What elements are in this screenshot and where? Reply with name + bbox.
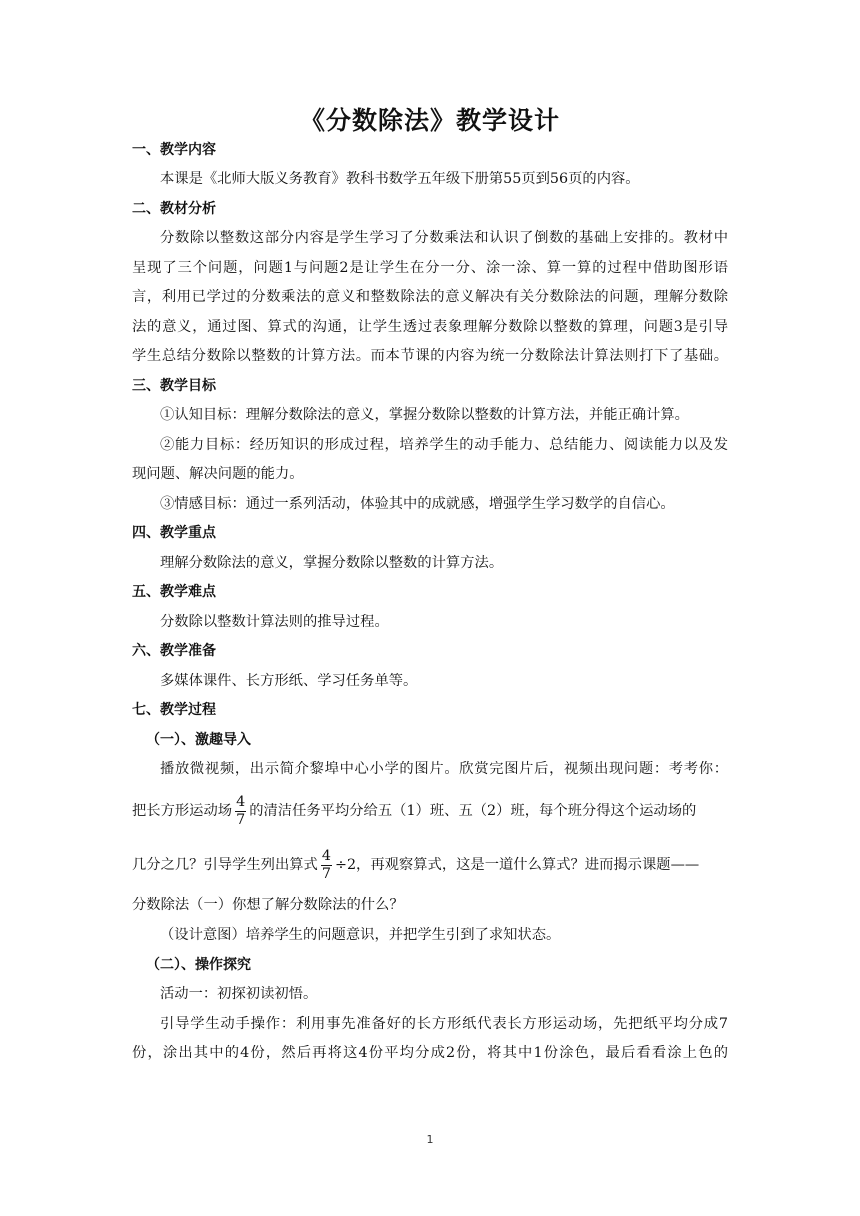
- paragraph-line: 言，利用已学过的分数乘法的意义和整数除法的意义解决有关分数除法的问题，理解分数除: [132, 289, 728, 305]
- paragraph: 分数除以整数计算法则的推导过程。: [160, 614, 389, 630]
- paragraph-line-with-fraction: [132, 786, 728, 836]
- fraction-denominator: 7: [321, 865, 331, 882]
- text-run: ÷2，再观察算式，这是一道什么算式？进而揭示课题——: [334, 857, 700, 873]
- paragraph-line: 分数除以整数这部分内容是学生学习了分数乘法和认识了倒数的基础上安排的。教材中: [160, 230, 728, 246]
- paragraph-line-with-fraction: [132, 840, 728, 890]
- goal-emotion: ③情感目标：通过一系列活动，体验其中的成就感，增强学生学习数学的自信心。: [160, 496, 675, 512]
- paragraph-line: 学生总结分数除以整数的计算方法。而本节课的内容为统一分数除法计算法则打下了基础。: [132, 348, 728, 364]
- paragraph-line: 份，涂出其中的4份，然后再将这4份平均分成2份，将其中1份涂色，最后看看涂上色的: [132, 1045, 728, 1061]
- paragraph: 理解分数除法的意义，掌握分数除以整数的计算方法。: [160, 555, 504, 571]
- paragraph-line: 播放微视频，出示简介黎埠中心小学的图片。欣赏完图片后，视频出现问题：考考你：: [160, 761, 728, 777]
- page-title: 《分数除法》教学设计: [299, 106, 560, 135]
- section-heading-key-points: 四、教学重点: [132, 525, 216, 541]
- paragraph: 多媒体课件、长方形纸、学习任务单等。: [160, 673, 418, 689]
- paragraph: 本课是《北师大版义务教育》教科书数学五年级下册第55页到56页的内容。: [160, 171, 640, 187]
- section-heading-analysis: 二、教材分析: [132, 201, 216, 217]
- paragraph-line: 法的意义，通过图、算式的沟通，让学生透过表象理解分数除以整数的算理，问题3是引导: [132, 319, 728, 335]
- subheading-explore: （二）、操作探究: [146, 957, 251, 973]
- page-number: 1: [426, 1133, 434, 1146]
- text-run: 几分之几？引导学生列出算式: [132, 857, 318, 873]
- fraction-numerator: 4: [236, 793, 246, 810]
- goal-cognitive: ①认知目标：理解分数除法的意义，掌握分数除以整数的计算方法，并能正确计算。: [160, 407, 689, 423]
- goal-ability-line: 现问题、解决问题的能力。: [132, 466, 304, 482]
- fraction: [321, 848, 332, 883]
- paragraph-line: 引导学生动手操作：利用事先准备好的长方形纸代表长方形运动场，先把纸平均分成7: [160, 1016, 728, 1032]
- fraction: [235, 794, 246, 829]
- goal-ability-line: ②能力目标：经历知识的形成过程，培养学生的动手能力、总结能力、阅读能力以及发: [160, 437, 728, 453]
- paragraph-line: 呈现了三个问题，问题1与问题2是让学生在分一分、涂一涂、算一算的过程中借助图形语: [132, 260, 728, 276]
- fraction-numerator: 4: [321, 847, 331, 864]
- fraction-denominator: 7: [236, 811, 246, 828]
- design-intent: （设计意图）培养学生的问题意识，并把学生引到了求知状态。: [160, 927, 561, 943]
- section-heading-goals: 三、教学目标: [132, 378, 216, 394]
- text-run: 把长方形运动场: [132, 803, 233, 819]
- activity-title: 活动一：初探初读初悟。: [160, 986, 318, 1002]
- subheading-intro: （一）、激趣导入: [146, 732, 251, 748]
- text-run: 的清洁任务平均分给五（1）班、五（2）班，每个班分得这个运动场的: [249, 803, 697, 819]
- section-heading-content: 一、教学内容: [132, 142, 216, 158]
- paragraph-line: 分数除法（一）你想了解分数除法的什么？: [132, 897, 404, 913]
- section-heading-preparation: 六、教学准备: [132, 643, 216, 659]
- section-heading-process: 七、教学过程: [132, 702, 216, 718]
- section-heading-difficulty: 五、教学难点: [132, 584, 216, 600]
